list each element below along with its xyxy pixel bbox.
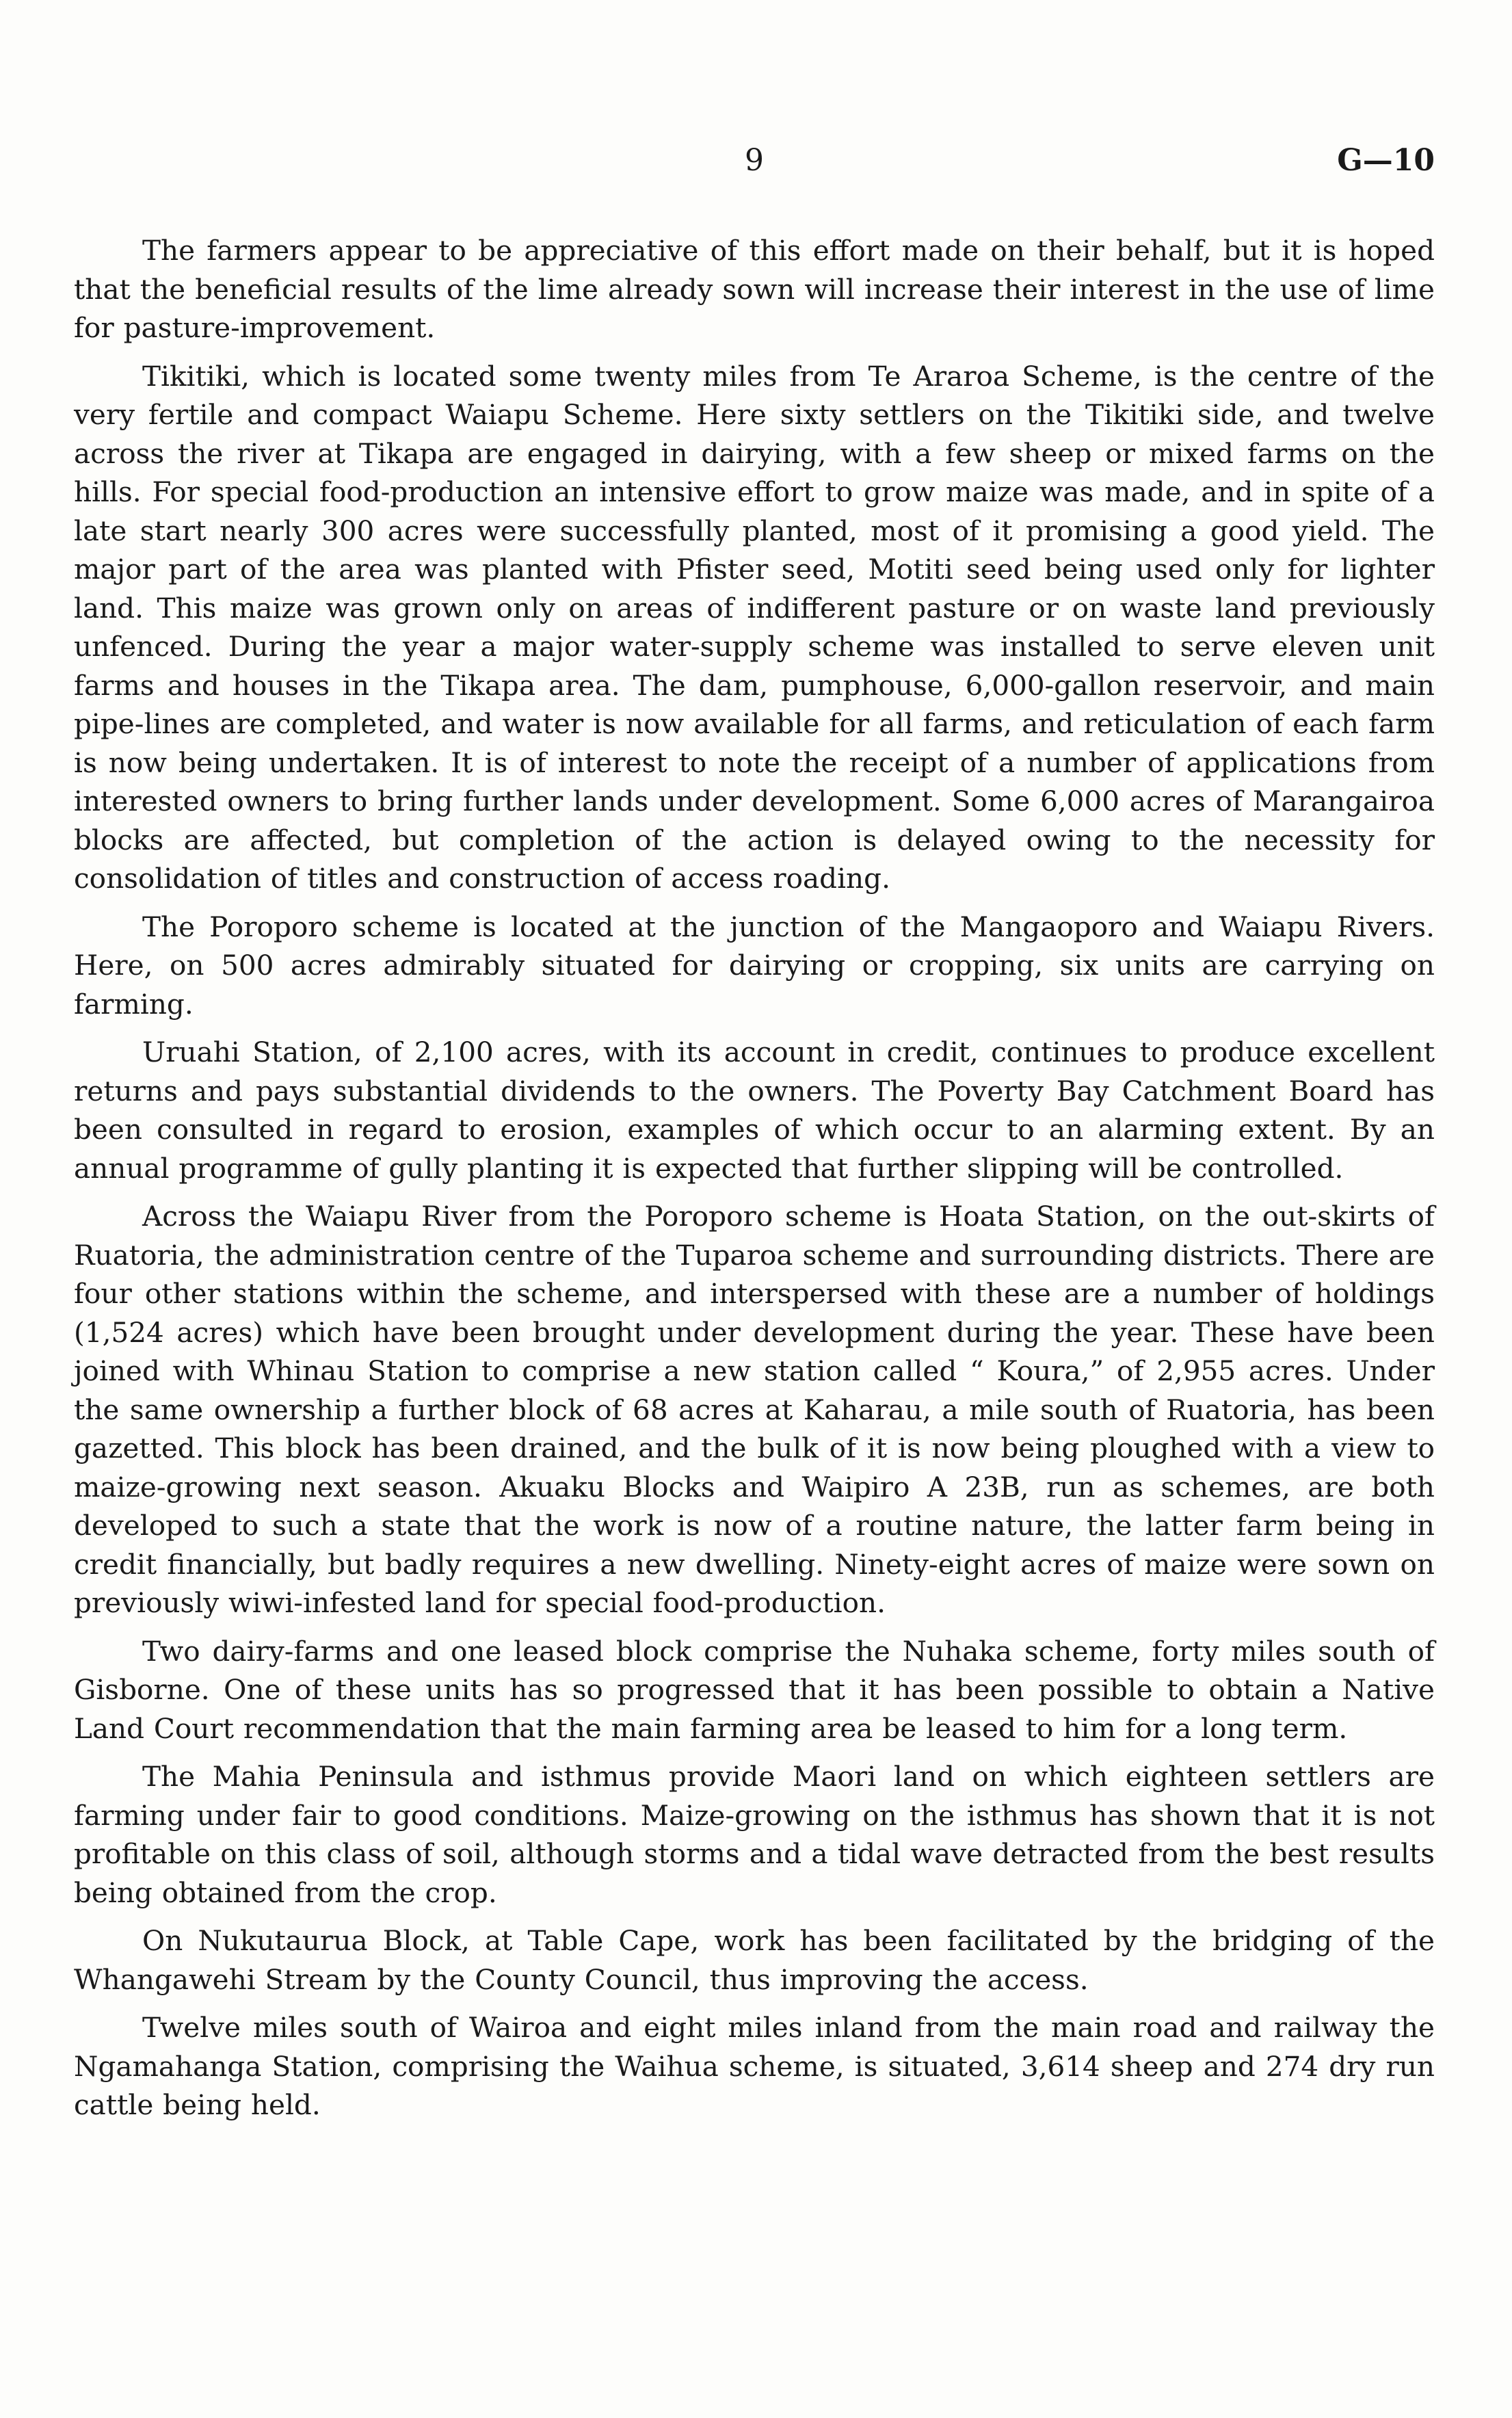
paragraph-nuhaka-scheme: Two dairy-farms and one leased block comprise the Nuhaka scheme, forty miles south of Gisborne. One of these units has so progressed that it has been possible to obtain a Native Land Court recommendation that the main farming area be leased to him for a long term. [74,1634,1435,1745]
paragraph-waihua-scheme: Twelve miles south of Wairoa and eight miles inland from the main road and railway the Ngamahanga Station, comprising the Waihua scheme, is situated, 3,614 sheep and 274 dry run cattle being held. [74,2011,1435,2121]
paragraph-poroporo: The Poroporo scheme is located at the junction of the Mangaoporo and Waiapu Rivers. Here, on 500 acres admirably situated for dairying or cropping, six units are carrying on farming. [74,910,1435,1021]
paragraph-mahia-peninsula: The Mahia Peninsula and isthmus provide Maori land on which eighteen settlers are farming under fair to good conditions. Maize-growing on the isthmus has shown that it is not profitable on this class of soil, although storms and a tidal wave detracted from the best results being obtained from the crop. [74,1760,1435,1909]
paragraph-tikitiki: Tikitiki, which is located some twenty miles from Te Araroa Scheme, is the centre of the very fertile and compact Waiapu Scheme. Here sixty settlers on the Tikitiki side, and twelve across the river at Tikapa are engaged in dairying, with a few sheep or mixed farms on the hills. For special food-production an intensive effort to grow maize was made, and in spite of a late start nearly 300 acres were successfully planted, most of it promising a good yield. The major part of the area was planted with Pfister seed, Motiti seed being used only for lighter land. This maize was grown only on areas of indifferent pasture or on waste land previously unfenced. During the year a major water-supply scheme was installed to serve eleven unit farms and houses in the Tikapa area. The dam, pumphouse, 6,000-gallon reservoir, and main pipe-lines are completed, and water is now available for all farms, and reticulation of each farm is now being undertaken. It is of interest to note the receipt of a number of applications from interested owners to bring further lands under development. Some 6,000 acres of Marangairoa blocks are affected, but completion of the action is delayed owing to the necessity for consolidation of titles and construction of access roading. [74,359,1435,895]
body-text [74,231,1435,2134]
page-number: 9 [745,143,764,178]
document-reference: G—10 [1337,143,1435,178]
paragraph-uruahi-station: Uruahi Station, of 2,100 acres, with its account in credit, continues to produce excellent returns and pays substantial dividends to the owners. The Poverty Bay Catchment Board has been consulted in regard to erosion, examples of which occur to an alarming extent. By an annual programme of gully planting it is expected that further slipping will be controlled. [74,1036,1435,1185]
paragraph-nukutaurua-block: On Nukutaurua Block, at Table Cape, work has been facilitated by the bridging of the Whangawehi Stream by the County Council, thus improving the access. [74,1924,1435,1996]
paragraph-lime-appreciation: The farmers appear to be appreciative of this effort made on their behalf, but it is hoped that the beneficial results of the lime already sown will increase their interest in the use of lime for pasture-improvement. [74,234,1435,344]
page-header [74,140,1435,181]
paragraph-hoata-station: Across the Waiapu River from the Poroporo scheme is Hoata Station, on the out-skirts of Ruatoria, the administration centre of the Tuparoa scheme and surrounding districts. There are four other stations within the scheme, and interspersed with these are a number of holdings (1,524 acres) which have been brought under development during the year. These have been joined with Whinau Station to comprise a new station called “ Koura,” of 2,955 acres. Under the same ownership a further block of 68 acres at Kaharau, a mile south of Ruatoria, has been gazetted. This block has been drained, and the bulk of it is now being ploughed with a view to maize-growing next season. Akuaku Blocks and Waipiro A 23B, run as schemes, are both developed to such a state that the work is now of a routine nature, the latter farm being in credit financially, but badly requires a new dwelling. Ninety-eight acres of maize were sown on previously wiwi-infested land for special food-production. [74,1200,1435,1619]
